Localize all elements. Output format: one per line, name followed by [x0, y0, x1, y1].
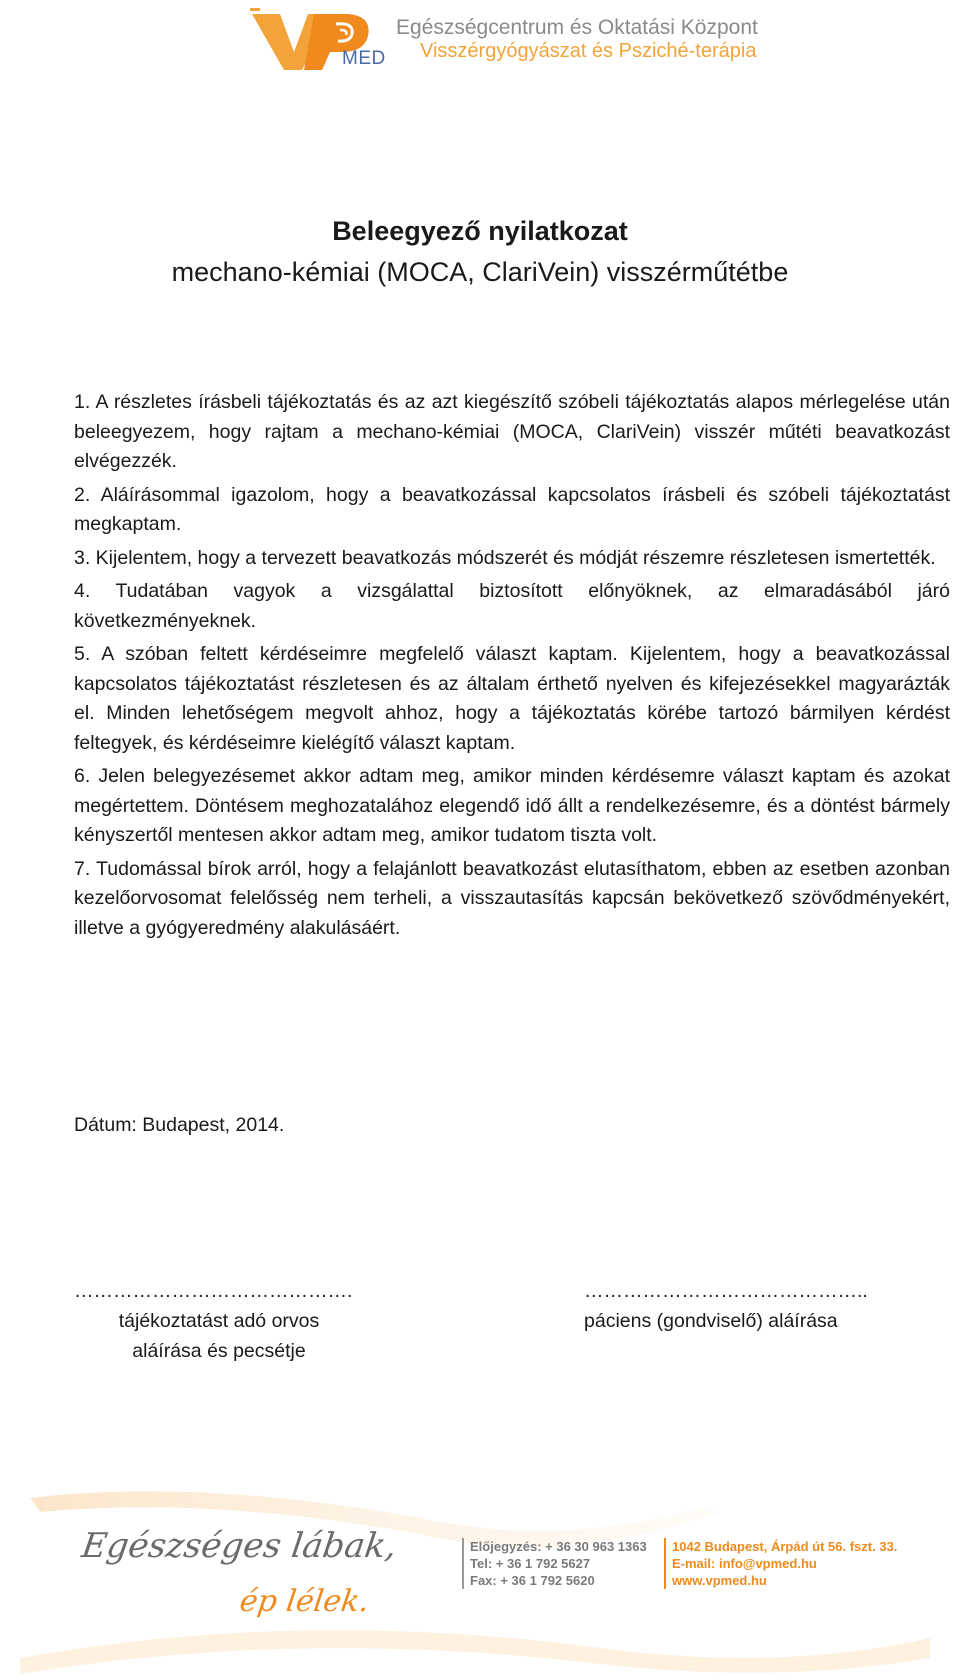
consent-item: 6. Jelen belegyezésemet akkor adtam meg, amikor minden kérdésemre választ kaptam és azokat megértettem. Döntésem meghozatalához elegendő idő állt a rendelkezésemre, és a döntést bármely kényszertől mentesen akkor adtam meg, amikor tudatom tiszta volt. [74, 765, 950, 846]
org-name: Egészségcentrum és Oktatási Központ [396, 16, 758, 39]
email-link[interactable]: E-mail: info@vpmed.hu [672, 1556, 817, 1571]
letterhead [0, 0, 960, 80]
signature-line: …………………………………….. [584, 1280, 868, 1302]
footer-address [664, 1538, 897, 1589]
org-tagline: Visszérgyógyászat és Psziché-terápia [420, 40, 757, 62]
footer [0, 1488, 960, 1677]
footer-contact [462, 1538, 647, 1589]
consent-item: 2. Aláírásommal igazolom, hogy a beavatkozással kapcsolatos írásbeli és szóbeli tájékoztatást megkaptam. [74, 483, 950, 535]
patient-signature-label: páciens (gondviselő) aláírása [584, 1310, 838, 1332]
footer-slogan-line2: ép lélek. [237, 1584, 372, 1619]
logo-med-text: MED [342, 48, 386, 69]
street-address: 1042 Budapest, Árpád út 56. fszt. 33. [672, 1539, 898, 1554]
document-subtitle: mechano-kémiai (MOCA, ClariVein) visszérműtétbe [171, 257, 789, 287]
website-link[interactable]: www.vpmed.hu [672, 1573, 767, 1588]
doctor-signature-block [74, 1276, 364, 1366]
footer-slogan-line1: Egészséges lábak, [79, 1526, 400, 1566]
signature-line: ……………………………………. [74, 1280, 353, 1302]
consent-item: 4. Tudatában vagyok a vizsgálattal biztosított előnyöknek, az elmaradásából járó következményeknek. [74, 580, 950, 632]
date-line: Dátum: Budapest, 2014. [74, 1114, 285, 1136]
booking-phone: Előjegyzés: + 36 30 963 1363 [470, 1539, 647, 1554]
consent-item: 5. A szóban feltett kérdéseimre megfelelő választ kaptam. Kijelentem, hogy a beavatkozással kapcsolatos tájékoztatást részletesen és az általam érthető nyelven és kifejezésekkel magyarázták el. Minden lehetőségem megvolt ahhoz, hogy a tájékoztatás körébe tartozó bármilyen kérdést feltegyek, és kérdéseimre kielégítő választ kaptam. [74, 643, 950, 754]
consent-item: 3. Kijelentem, hogy a tervezett beavatkozás módszerét és módját részemre részletesen ismertették. [74, 546, 936, 569]
doctor-stamp-label: aláírása és pecsétje [132, 1340, 306, 1362]
tel-number: Tel: + 36 1 792 5627 [470, 1556, 591, 1571]
consent-items [74, 388, 950, 947]
consent-item: 1. A részletes írásbeli tájékoztatás és az azt kiegészítő szóbeli tájékoztatás alapos mérlegelése után beleegyezem, hogy rajtam a mechano-kémiai (MOCA, ClariVein) visszér műtéti beavatkozást elvégezzék. [74, 391, 950, 472]
consent-item: 7. Tudomással bírok arról, hogy a felajánlott beavatkozást elutasíthatom, ebben az esetben azonban kezelőorvosomat felelősség nem terheli, a visszautasítás kapcsán bekövetkező szövődményekért, illetve a gyógyeredmény alakulásáért. [74, 857, 950, 939]
doctor-signature-label: tájékoztatást adó orvos [118, 1310, 320, 1332]
document-title: Beleegyező nyilatkozat [332, 216, 628, 246]
fax-number: Fax: + 36 1 792 5620 [470, 1573, 595, 1588]
patient-signature-block [584, 1276, 874, 1336]
